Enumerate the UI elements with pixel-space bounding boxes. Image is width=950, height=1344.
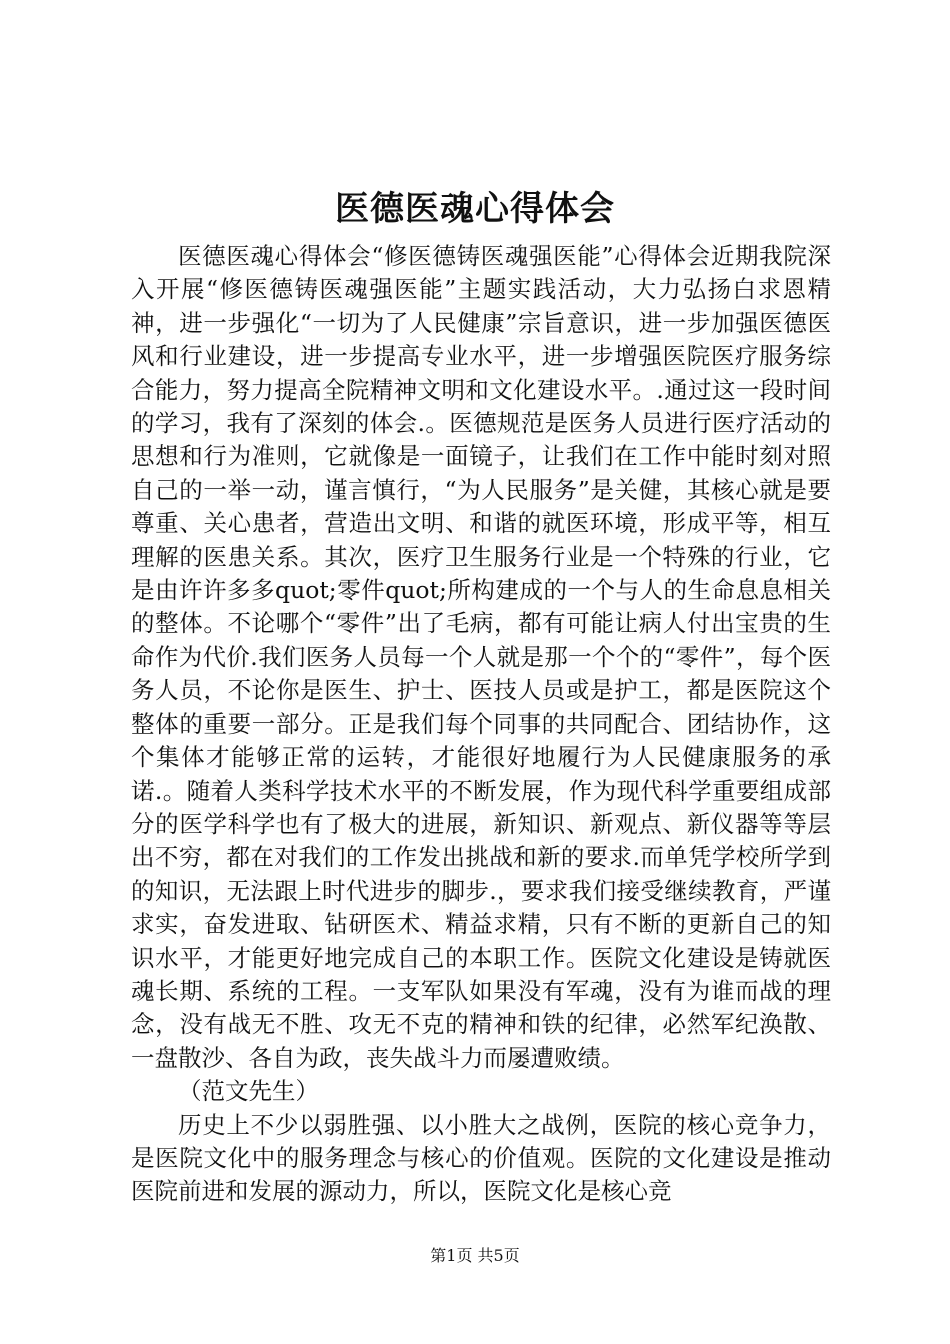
page-number: 第1页 共5页 [430,1246,520,1265]
document-title: 医德医魂心得体会 [335,189,615,229]
document-body [131,240,831,1209]
paragraph-main: 医德医魂心得体会“修医德铸医魂强医能”心得体会近期我院深入开展“修医德铸医魂强医能”主题实践活动，大力弘扬白求恩精神，进一步强化“一切为了人民健康”宗旨意识，进一步加强医德医风和行业建设，进一步提高专业水平，进一步增强医院医疗服务综合能力，努力提高全院精神文明和文化建设水平。.通过这一段时间的学习，我有了深刻的体会.。医德规范是医务人员进行医疗活动的思想和行为准则，它就像是一面镜子，让我们在工作中能时刻对照自己的一举一动，谨言慎行，“为人民服务”是关健，其核心就是要尊重、关心患者，营造出文明、和谐的就医环境，形成平等，相互理解的医患关系。其次，医疗卫生服务行业是一个特殊的行业，它是由许许多多quot;零件quot;所构建成的一个与人的生命息息相关的整体。不论哪个“零件”出了毛病，都有可能让病人付出宝贵的生命作为代价.我们医务人员每一个人就是那一个个的“零件”，每个医务人员，不论你是医生、护士、医技人员或是护工，都是医院这个整体的重要一部分。正是我们每个同事的共同配合、团结协作，这个集体才能够正常的运转，才能很好地履行为人民健康服务的承诺.。随着人类科学技术水平的不断发展，作为现代科学重要组成部分的医学科学也有了极大的进展，新知识、新观点、新仪器等等层出不穷，都在对我们的工作发出挑战和新的要求.而单凭学校所学到的知识，无法跟上时代进步的脚步.，要求我们接受继续教育，严谨求实，奋发进取、钻研医术、精益求精，只有不断的更新自己的知识水平，才能更好地完成自己的本职工作。医院文化建设是铸就医魂长期、系统的工程。一支军队如果没有军魂，没有为谁而战的理念，没有战无不胜、攻无不克的精神和铁的纪律，必然军纪涣散、一盘散沙、各自为政，丧失战斗力而屡遭败绩。 [131,242,831,1072]
paragraph-continuation: 历史上不少以弱胜强、以小胜大之战例，医院的核心竞争力，是医院文化中的服务理念与核心的价值观。医院的文化建设是推动医院前进和发展的源动力，所以，医院文化是核心竞 [131,1110,831,1206]
page-footer [0,1244,950,1268]
paragraph-source-note: （范文先生） [178,1077,319,1106]
